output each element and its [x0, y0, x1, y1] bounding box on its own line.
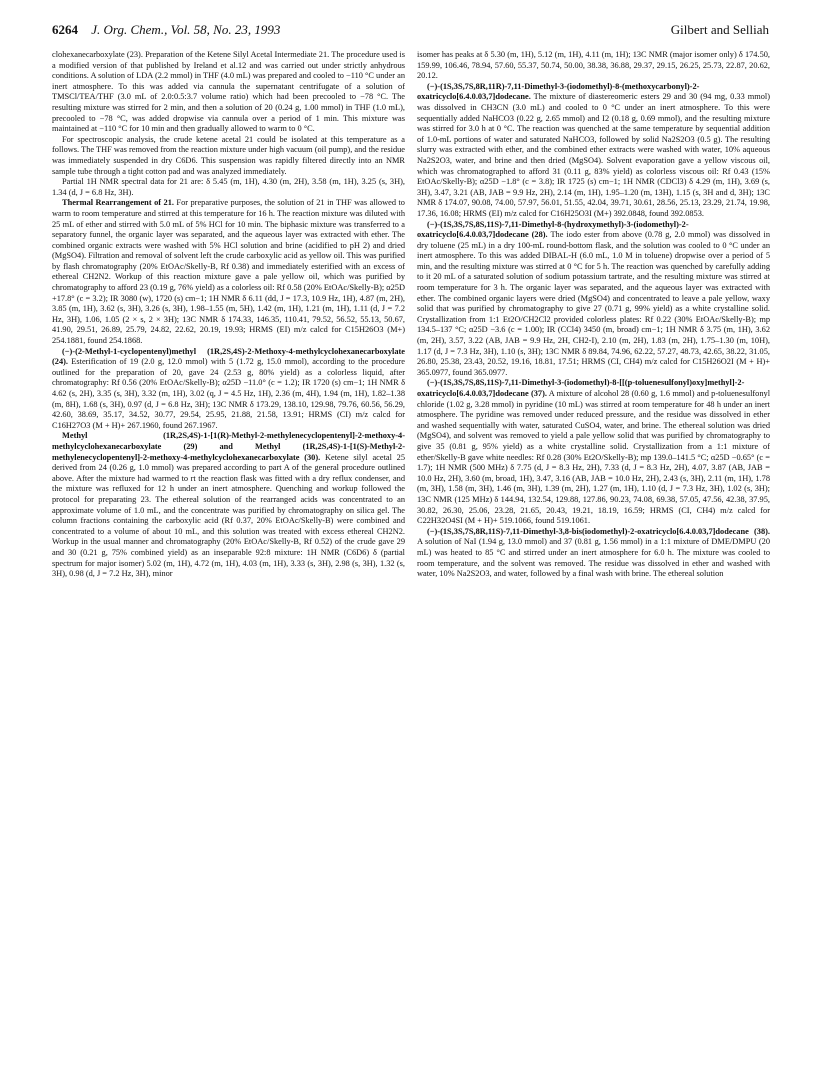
paragraph-text: Partial 1H NMR spectral data for 21 are: δ 5.45 (m, 1H), 4.30 (m, 2H), 3.58 (m, 1H), 3.25 (s, 3H), 1.34 (d, J = 6.8 Hz, 3H).	[52, 177, 405, 197]
paragraph-text: Esterification of 19 (2.0 g, 12.0 mmol) with 5 (1.72 g, 15.0 mmol), according to the procedure outlined for the preparation of 20, gave 24 (2.53 g, 80% yield) as a colorless liquid, after chromatography: Rf 0.56 (20% EtOAc/Skelly-B); α25D −11.0° (c = 1.2); IR 1720 (s) cm−1; 1H NMR δ 4.62 (s, 2H), 3.35 (s, 3H), 3.32 (m, 1H), 3.02 (q, J = 4.5 Hz, 1H), 2.36 (m, 4H), 1.94 (m, 1H), 1.82–1.38 (m, 8H), 1.68 (s, 3H), 0.97 (d, J = 6.8 Hz, 3H); 13C NMR δ 173.29, 138.10, 129.98, 79.76, 60.56, 56.29, 42.60, 38.69, 35.17, 34.52, 30.77, 29.54, 25.95, 21.88, 21.58, 13.91; HRMS (CI) m/z calcd for C16H27O3 (M + H)+ 267.1960, found 267.1967.	[52, 357, 405, 430]
page-number: 6264	[52, 22, 78, 37]
header-authors: Gilbert and Selliah	[670, 22, 769, 37]
paragraph-heading: (−)-(1S,3S,7S,8S,11S)-7,11-Dimethyl-8-(hydroxymethyl)-3-(iodomethyl)-2-oxatricyclo[6.4.0.03,7]dodecane (28).	[417, 219, 689, 240]
paragraph-heading: Thermal Rearrangement of 21.	[62, 198, 174, 208]
right-column	[417, 50, 770, 1055]
page-header	[52, 22, 769, 42]
paragraph-text: Ketene silyl acetal 25 derived from 24 (0.26 g, 1.0 mmol) was prepared according to part A of the general procedure outlined above. After the mixture had warmed to rt the reaction flask was fitted with a dry reflux condenser, and the mixture was refluxed for 12 h under an inert atmosphere. Quenching and workup followed the protocol for preparating 23. The ethereal solution of the rearranged acids was concentrated to an approximate volume of 1.0 mL, and the concentrate was purified by chromatography on silica gel. The column fractions containing the carboxylic acid (Rf 0.37, 20% EtOAc/Skelly-B) were combined and concentrated to a volume of about 10 mL, and this solution was treated with excess ethereal CH2N2. Workup in the usual manner and chromatography (20% EtOAc/Skelly-B, Rf 0.52) of the crude gave 29 and 30 (0.21 g, 75% combined yield) as an inseparable 92:8 mixture: 1H NMR (C6D6) δ (partial spectrum for major isomer) 5.02 (m, 1H), 4.72 (m, 1H), 4.03 (m, 1H), 3.33 (s, 3H), 2.98 (s, 3H), 1.32 (s, 3H), 0.98 (d, J = 7.2 Hz, 3H), minor	[52, 452, 405, 579]
paragraph-heading: (−)-(1S,3S,7S,8R,11S)-7,11-Dimethyl-3,8-bis(iodomethyl)-2-oxatricyclo[6.4.0.03,7]dodecane (38).	[427, 526, 770, 536]
paragraph	[52, 347, 405, 432]
paragraph-text: The mixture of diastereomeric esters 29 and 30 (94 mg, 0.33 mmol) was dissolved in CH3CN (3.0 mL) and cooled to 0 °C under an inert atmosphere. To this were sequentially added NaHCO3 (0.22 g, 2.65 mmol) and I2 (0.18 g, 0.69 mmol), and the resulting mixture was stirred for 3.0 h at 0 °C. The reaction was quenched at the same temperature by sequential addition of 1.0-mL portions of water and saturated NaHCO3, followed by solid Na2S2O3 (0.5 g). The resulting slurry was extracted with ether, and the combined ether extracts were washed with water, 10% aqueous Na2S2O3, water, and brine and then dried (MgSO4). Solvent evaporation gave a yellow viscous oil, which was chromatographed to afford 31 (0.11 g, 83% yield) as colorless viscous oil: Rf 0.43 (15% EtOAc/Skelly-B); α25D −1.8° (c = 3.8); IR 1725 (s) cm−1; 1H NMR (CDCl3) δ 4.29 (m, 1H), 3.69 (s, 3H), 3.47, 3.21 (AB, JAB = 9.9 Hz, 2H), 2.14 (m, 1H), 1.95–1.20 (m, 13H), 1.15 (s, 3H and d, 3H); 13C NMR δ 174.07, 90.08, 74.00, 57.97, 56.01, 51.55, 42.04, 39.71, 30.61, 28.56, 25.13, 23.29, 21.74, 19.98, 17.36, 16.08; HRMS (EI) m/z calcd for C16H25O3I (M+) 392.0848, found 392.0853.	[417, 92, 770, 218]
body-columns	[52, 50, 770, 1055]
paragraph	[417, 527, 770, 580]
paragraph	[417, 82, 770, 220]
paragraph	[52, 198, 405, 346]
paragraph	[417, 50, 770, 82]
paragraph-heading: (−)-(1S,3S,7S,8S,11S)-7,11-Dimethyl-3-(iodomethyl)-8-[[(p-toluenesulfonyl)oxy]methyl]-2-oxatricyclo[6.4.0.03,7]dodecane (37).	[417, 378, 745, 398]
paragraph	[52, 50, 405, 135]
paragraph	[417, 220, 770, 379]
paragraph-heading: Methyl (1R,2S,4S)-1-[1(R)-Methyl-2-methylenecyclopentenyl]-2-methoxy-4-methylcyclohexanecarboxylate (29) and Methyl (1R,2S,4S)-1-[1(S)-Methyl-2-methylenecyclopentenyl]-2-methoxy-4-methylcyclohexanecarboxylate (30).	[52, 431, 405, 462]
paragraph-heading: (−)-(2-Methyl-1-cyclopentenyl)methyl (1R,2S,4S)-2-Methoxy-4-methylcyclohexanecarboxylate (24).	[52, 346, 405, 367]
left-column	[52, 50, 405, 1055]
header-left	[52, 22, 280, 38]
paragraph-text: isomer has peaks at δ 5.30 (m, 1H), 5.12 (m, 1H), 4.11 (m, 1H); 13C NMR (major isomer only) δ 174.50, 159.99, 106.46, 78.94, 57.60, 55.37, 50.74, 50.00, 38.38, 36.88, 29.37, 29.15, 26.25, 25.73, 22.87, 20.62, 20.12.	[417, 50, 770, 81]
paragraph-text: A mixture of alcohol 28 (0.60 g, 1.6 mmol) and p-toluenesulfonyl chloride (1.02 g, 3.28 mmol) in pyridine (10 mL) was stirred at room temperature for 48 h under an inert atmosphere. The pyridine was removed under reduced pressure, and the residue was dissolved in ether and washed sequentially with water, saturated CuSO4, water, and brine. The ethereal solution was dried (MgSO4), and solvent was removed to yield a pale yellow solid that was purified by chromatography to give 35 (0.81 g, 95% yield) as a white crystalline solid. Crystallization from a 1:1 mixture of ether/Skelly-B gave white needles: Rf 0.28 (30% Et2O/Skelly-B); mp 139.0–141.5 °C; α25D −0.65° (c = 1.7); 1H NMR (500 MHz) δ 7.75 (d, J = 8.3 Hz, 2H), 7.33 (d, J = 8.3 Hz, 2H), 4.07, 3.87 (AB, JAB = 10.0 Hz, 2H), 3.60 (m, broad, 1H), 3.47, 3.16 (AB, JAB = 10.0 Hz, 2H), 2.43 (s, 3H), 2.11 (m, 1H), 1.78 (m, 3H), 1.58 (m, 3H), 1.46 (m, 3H), 1.39 (m, 2H), 1.27 (m, 1H), 1.10 (d, J = 7.3 Hz, 3H), 1.02 (s, 3H); 13C NMR (125 MHz) δ 144.94, 132.54, 129.88, 127.86, 90.23, 74.08, 69.38, 57.05, 47.56, 42.38, 37.95, 30.82, 26.30, 25.06, 23.28, 21.65, 20.43, 19.21, 18.19, 16.59; HRMS (CI, CH4) m/z calcd for C22H32O4SI (M + H)+ 519.1066, found 519.1061.	[417, 389, 770, 526]
paragraph-text: clohexanecarboxylate (23). Preparation of the Ketene Silyl Acetal Intermediate 21. The procedure used is a modified version of that published by Ireland et al.12 and was carried out under strictly anhydrous conditions. A solution of LDA (2.2 mmol) in THF (4.0 mL) was prepared and cooled to −110 °C under an inert atmosphere. To this was added via cannula the supernatant centrifugate of a solution of TMSCl/TEA/THF (3.0 mL of 2.0:0.5:3.7 volume ratio) which had been precooled to −78 °C. The resulting mixture was stirred for 2 min, and then a solution of 20 (0.24 g, 1.00 mmol) in THF (1.0 mL), precooled to −78 °C, was added dropwise via cannula over a period of 1 min. This mixture was maintained at −110 °C for 10 min and then gradually allowed to warm to 0 °C.	[52, 50, 405, 134]
paragraph	[52, 177, 405, 198]
journal-citation: J. Org. Chem., Vol. 58, No. 23, 1993	[91, 22, 281, 37]
paragraph-text: A solution of NaI (1.94 g, 13.0 mmol) and 37 (0.81 g, 1.56 mmol) in a 1:1 mixture of DME/DMPU (20 mL) was heated to 85 °C and stirred under an inert atmosphere for 6.0 h. The mixture was cooled to room temperature, and the solvent was removed. The residue was dissolved in ether and washed with water, 10% Na2S2O3, and water, followed by a final wash with brine. The ethereal solution	[417, 537, 770, 579]
paragraph-text: For preparative purposes, the solution of 21 in THF was allowed to warm to room temperature and stirred at this temperature for 16 h. The reaction mixture was diluted with 25 mL of ether and stirred with 5.0 mL of 5% HCl for 10 min. The biphasic mixture was transferred to a separatory funnel, the organic layer was separated, and the aqueous layer was extracted with ether. The combined organic extracts were washed with 5% HCl solution and brine (acidified to pH 2) and dried (MgSO4). Filtration and removal of solvent left the crude carboxylic acid as yellow oil. This was purified by flash chromatography (20% EtOAc/Skelly-B, Rf 0.38) and immediately esterified with an excess of ethereal CH2N2. Workup of this reaction mixture gave a pale yellow oil, which was purified by chromatography to afford 23 (0.19 g, 76% yield) as a colorless oil: Rf 0.58 (20% EtOAc/Skelly-B); α25D +17.8° (c = 3.2); IR 3080 (w), 1720 (s) cm−1; 1H NMR δ 6.11 (dd, J = 17.3, 10.9 Hz, 1H), 4.87 (m, 2H), 3.85 (m, 1H), 3.62 (s, 3H), 3.26 (s, 3H), 1.98–1.55 (m, 5H), 1.42 (m, 1H), 1.21 (m, 1H), 1.11 (d, J = 7.2 Hz, 3H), 1.06, 1.05 (2 × s, 2 × 3H); 13C NMR δ 174.33, 146.35, 110.41, 79.52, 56.52, 55.13, 50.67, 41.90, 29.51, 26.89, 25.79, 24.82, 22.62, 20.19, 19.93; HRMS (EI) m/z calcd for C15H26O3 (M+) 254.1881, found 254.1868.	[52, 198, 405, 346]
paragraph	[52, 431, 405, 579]
paragraph-heading: (−)-(1S,3S,7S,8R,11R)-7,11-Dimethyl-3-(iodomethyl)-8-(methoxycarbonyl)-2-oxatricyclo[6.4.0.03,7]dodecane.	[417, 81, 700, 102]
paragraph-text: The iodo ester from above (0.78 g, 2.0 mmol) was dissolved in dry toluene (25 mL) in a dry 100-mL round-bottom flask, and the solution was cooled to 0 °C under an inert atmosphere. To this was added DIBAL-H (6.0 mL, 1.0 M in toluene) dropwise over a period of 5 min, and the resulting mixture was stirred at 0 °C for 5 h. The reaction was quenched by carefully adding to it 20 mL of a saturated solution of sodium potassium tartrate, and the resulting mixture was stirred at room temperature for 3 h. The organic layer was separated, and the aqueous layer was extracted with ether. The combined organic layers were dried (MgSO4) and concentrated to leave a pale yellow, waxy solid that was purified by chromatography to give 27 (0.71 g, 99% yield) as a white crystalline solid. Crystallization from 1:1 Et2O/CH2Cl2 provided colorless plates: Rf 0.22 (30% EtOAc/Skelly-B); mp 134.5–137 °C; α25D −3.6 (c = 1.00); IR (CCl4) 3450 (m, broad) cm−1; 1H NMR δ 3.75 (m, 1H), 3.62 (m, 2H), 3.57, 3.22 (AB, JAB = 9.9 Hz, 2H, CH2-I), 2.10 (m, 2H), 1.83 (m, 2H), 1.75–1.30 (m, 10H), 1.17 (d, J = 7.3 Hz, 3H), 1.10 (s, 3H); 13C NMR δ 89.84, 74.96, 62.22, 57.27, 48.73, 42.65, 38.22, 31.05, 26.80, 25.38, 23.43, 20.52, 19.16, 18.81, 17.51; HRMS (CI, CH4) m/z calcd for C15H26O2I (M + H)+ 365.0977, found 365.0977.	[417, 230, 770, 377]
paragraph	[52, 135, 405, 177]
paragraph-text: For spectroscopic analysis, the crude ketene acetal 21 could be isolated at this temperature as a follows. The THF was removed from the reaction mixture under high vacuum (oil pump), and the residue was immediately suspended in dry C6D6. This suspension was rapidly filtered directly into an NMR sample tube through a tight cotton pad and was analyzed immediately.	[52, 134, 405, 176]
paragraph	[417, 378, 770, 526]
